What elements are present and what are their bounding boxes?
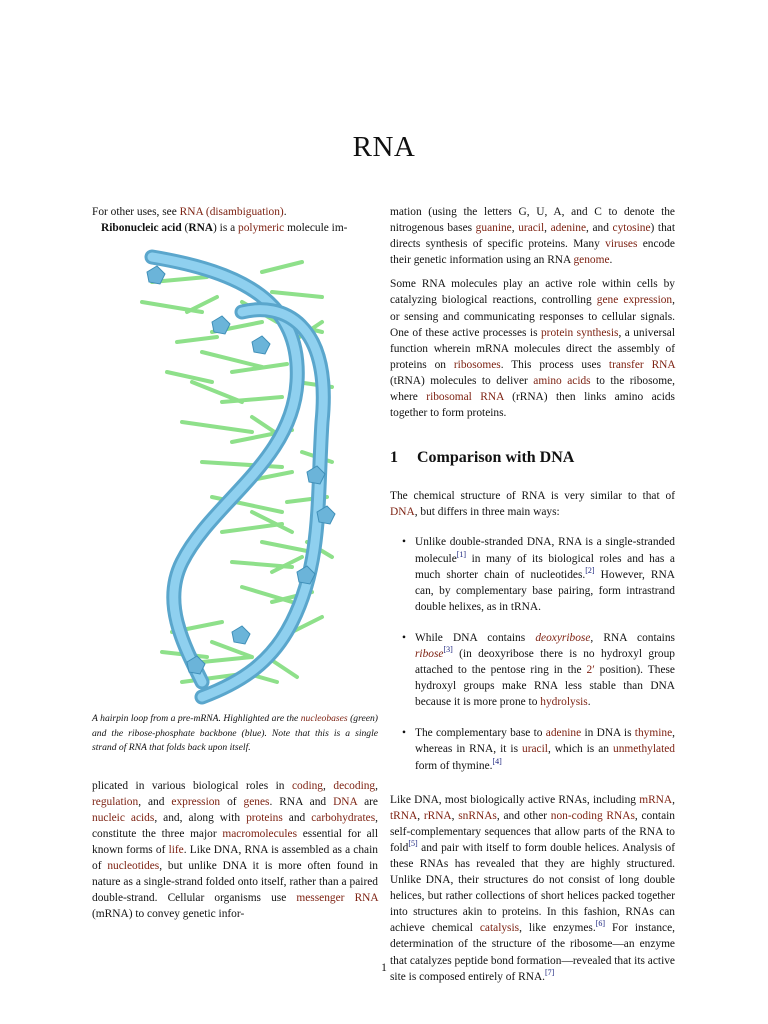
section-intro: The chemical structure of RNA is very similar to that of DNA, but differs in three main ways: [390,490,675,519]
link-transfer-rna[interactable]: transfer RNA [608,358,675,371]
citation-3[interactable]: [3] [443,645,453,655]
link-snrnas[interactable]: snRNAs [458,809,497,822]
link-ribosomes[interactable]: ribosomes [453,358,501,371]
link-ribosomal-rna[interactable]: ribosomal RNA [426,391,504,404]
hatnote: For other uses, see RNA (disambiguation). [92,206,287,218]
rna-hairpin-image [92,242,378,710]
link-non-coding-rnas[interactable]: non-coding RNAs [550,809,635,822]
link-expression[interactable]: expression [171,795,221,808]
link-nucleobases[interactable]: nucleobases [300,713,348,725]
link-dna-2[interactable]: DNA [390,506,415,519]
link-ribose[interactable]: ribose [415,647,444,660]
citation-2[interactable]: [2] [585,565,595,575]
list-item: • While DNA contains deoxyribose, RNA contains ribose[3] (in deoxyribose there is no hydroxyl group attached to the pentose ring in the 2′ position). These hydroxyl groups make RNA less stable than DNA because it is more prone to hydrolysis. [390,630,675,710]
link-hydrolysis[interactable]: hydrolysis [540,696,588,709]
differences-list [390,534,675,773]
section-title: Comparison with DNA [417,449,575,467]
link-genome[interactable]: genome [573,254,610,267]
section-heading [390,450,675,470]
citation-6[interactable]: [6] [595,919,606,929]
link-polymeric[interactable]: polymeric [238,222,285,235]
list-item: • Unlike double-stranded DNA, RNA is a single-stranded molecule[1] in many of its biological roles and has a much shorter chain of nucleotides.[2] However, RNA can, by complementary base pairing, form intrastrand double helixes, as in tRNA. [390,534,675,614]
link-decoding[interactable]: decoding [333,779,376,792]
link-adenine-2[interactable]: adenine [545,727,582,740]
link-gene-expression[interactable]: gene expression [596,294,673,307]
page-number: 1 [381,962,387,974]
link-proteins[interactable]: proteins [246,811,283,824]
citation-4[interactable]: [4] [492,756,502,766]
list-item: • The complementary base to adenine in DNA is thymine, whereas in RNA, it is uracil, which is an unmethylated form of thymine.[4] [390,725,675,773]
section-number: 1 [390,449,398,467]
link-adenine[interactable]: adenine [550,222,587,235]
link-regulation[interactable]: regulation [92,795,139,808]
link-life[interactable]: life [168,844,184,857]
link-uracil-2[interactable]: uracil [522,743,548,756]
page-title: RNA [352,131,416,164]
link-mrna[interactable]: mRNA [639,793,673,806]
link-amino-acids[interactable]: amino acids [533,374,591,387]
link-unmethylated[interactable]: unmethylated [613,743,675,756]
link-catalysis[interactable]: catalysis [479,922,520,935]
rna-hairpin-figure [92,242,378,710]
intro-paragraph: Ribonucleic acid (RNA) is a polymeric molecule im- [101,222,348,235]
link-trna[interactable]: tRNA [390,809,418,822]
link-uracil[interactable]: uracil [518,222,545,235]
left-column [92,204,378,923]
link-rrna[interactable]: rRNA [423,809,452,822]
link-rna-disambiguation[interactable]: RNA (disambiguation) [179,206,284,218]
right-paragraph-3: Like DNA, most biologically active RNAs, including mRNA, tRNA, rRNA, snRNAs, and other non-coding RNAs, contain self-complementary sequences that allow parts of the RNA to fold[5] and pair with itself to form double helices. Analysis of these RNAs has revealed that they are highly structured. Unlike DNA, their structures do not consist of long double helices, but rather collections of short helices packed together into structures akin to proteins. In this fashion, RNAs can achieve chemical catalysis, like enzymes.[6] For instance, determination of the structure of the ribosome—an enzyme that catalyzes peptide bond formation—revealed that its active site is composed entirely of RNA.[7] [390,793,675,983]
link-protein-synthesis[interactable]: protein synthesis [540,326,619,339]
link-messenger-rna[interactable]: messenger RNA [296,892,378,905]
link-carbohydrates[interactable]: carbohydrates [311,811,376,824]
link-cytosine[interactable]: cytosine [612,222,651,235]
right-paragraph-2: Some RNA molecules play an active role within cells by catalyzing biological reactions, controlling gene expression, or sensing and communicating responses to cellular signals. One of these active processes is protein synthesis, a universal function wherein mRNA molecules direct the assembly of proteins on ribosomes. This process uses transfer RNA (tRNA) molecules to deliver amino acids to the ribosome, where ribosomal RNA (rRNA) then links amino acids together to form proteins. [390,278,676,420]
link-2-prime[interactable]: 2′ [586,664,595,677]
citation-5[interactable]: [5] [408,839,418,849]
link-thymine[interactable]: thymine [634,727,673,740]
link-coding[interactable]: coding [292,779,324,792]
right-paragraph-1: mation (using the letters G, U, A, and C to denote the nitrogenous bases guanine, uracil, adenine, and cytosine) that directs synthesis of specific proteins. Many viruses encode their genetic information using an RNA genome. [390,206,675,267]
link-genes[interactable]: genes [243,795,270,808]
citation-1[interactable]: [1] [456,549,467,559]
link-deoxyribose[interactable]: deoxyribose [535,631,591,644]
link-macromolecules[interactable]: macromolecules [222,827,297,840]
citation-7[interactable]: [7] [545,967,555,977]
link-viruses[interactable]: viruses [605,238,638,251]
figure-caption: A hairpin loop from a pre-mRNA. Highlighted are the nucleobases (green) and the ribose-phosphate backbone (blue). Note that this is a single strand of RNA that folds back upon itself. [92,713,378,754]
link-dna[interactable]: DNA [333,795,358,808]
right-column [390,204,675,985]
link-guanine[interactable]: guanine [475,222,512,235]
left-body-paragraph: plicated in various biological roles in coding, decoding, regulation, and expression of genes. RNA and DNA are nucleic acids, and, along with proteins and carbohydrates, constitute the three major macromolecules essential for all known forms of life. Like DNA, RNA is assembled as a chain of nucleotides, but unlike DNA it is more often found in nature as a single-strand folded onto itself, rather than a paired double-strand. Cellular organisms use messenger RNA (mRNA) to convey genetic infor- [92,779,378,921]
link-nucleotides[interactable]: nucleotides [107,860,160,873]
link-nucleic-acids[interactable]: nucleic acids [92,811,155,824]
